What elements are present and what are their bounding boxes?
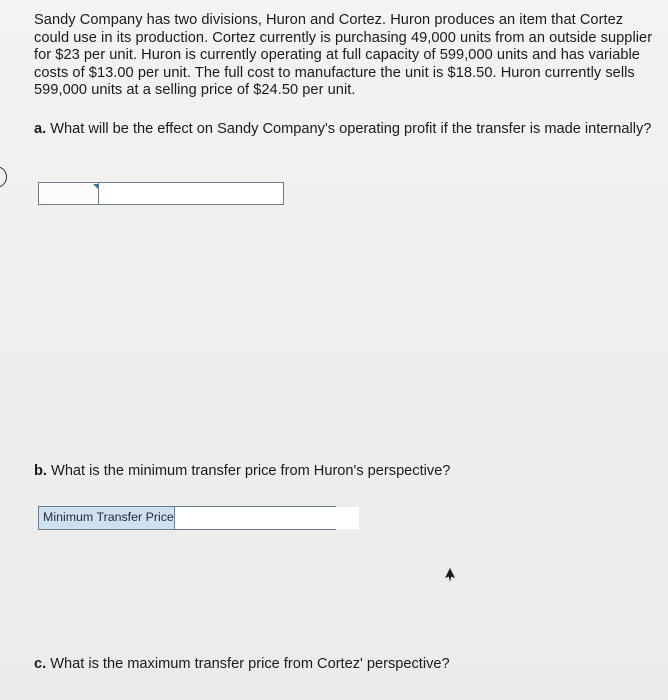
partial-bracket-icon — [0, 166, 7, 188]
answer-b-row — [38, 506, 336, 530]
question-b-letter: b. — [34, 463, 47, 479]
mouse-pointer-icon — [444, 568, 456, 582]
question-a-text: What will be the effect on Sandy Company's operating profit if the transfer is made internally? — [46, 121, 652, 137]
question-c — [34, 656, 654, 674]
question-b-text: What is the minimum transfer price from Huron's perspective? — [46, 463, 451, 479]
minimum-transfer-price-input[interactable] — [175, 507, 359, 529]
question-b — [34, 463, 654, 481]
minimum-transfer-price-label: Minimum Transfer Price — [39, 507, 175, 529]
answer-a-row — [38, 182, 284, 205]
answer-a-label-dropdown[interactable] — [39, 183, 99, 204]
question-c-text: What is the maximum transfer price from Cortez' perspective? — [46, 656, 450, 672]
question-a-letter: a. — [34, 121, 47, 137]
problem-statement: Sandy Company has two divisions, Huron and Cortez. Huron produces an item that Cortez could use in its production. Cortez currently is purchasing 49,000 units from an outside supplier for $23 per unit. Huron is currently operating at full capacity of 599,000 units and has variable costs of $13.00 per unit. The full cost to manufacture the unit is $18.50. Huron currently sells 599,000 units at a selling price of $24.50 per unit. — [34, 12, 653, 99]
answer-a-input[interactable] — [99, 183, 283, 204]
question-c-letter: c. — [34, 656, 47, 672]
question-a — [34, 121, 654, 139]
